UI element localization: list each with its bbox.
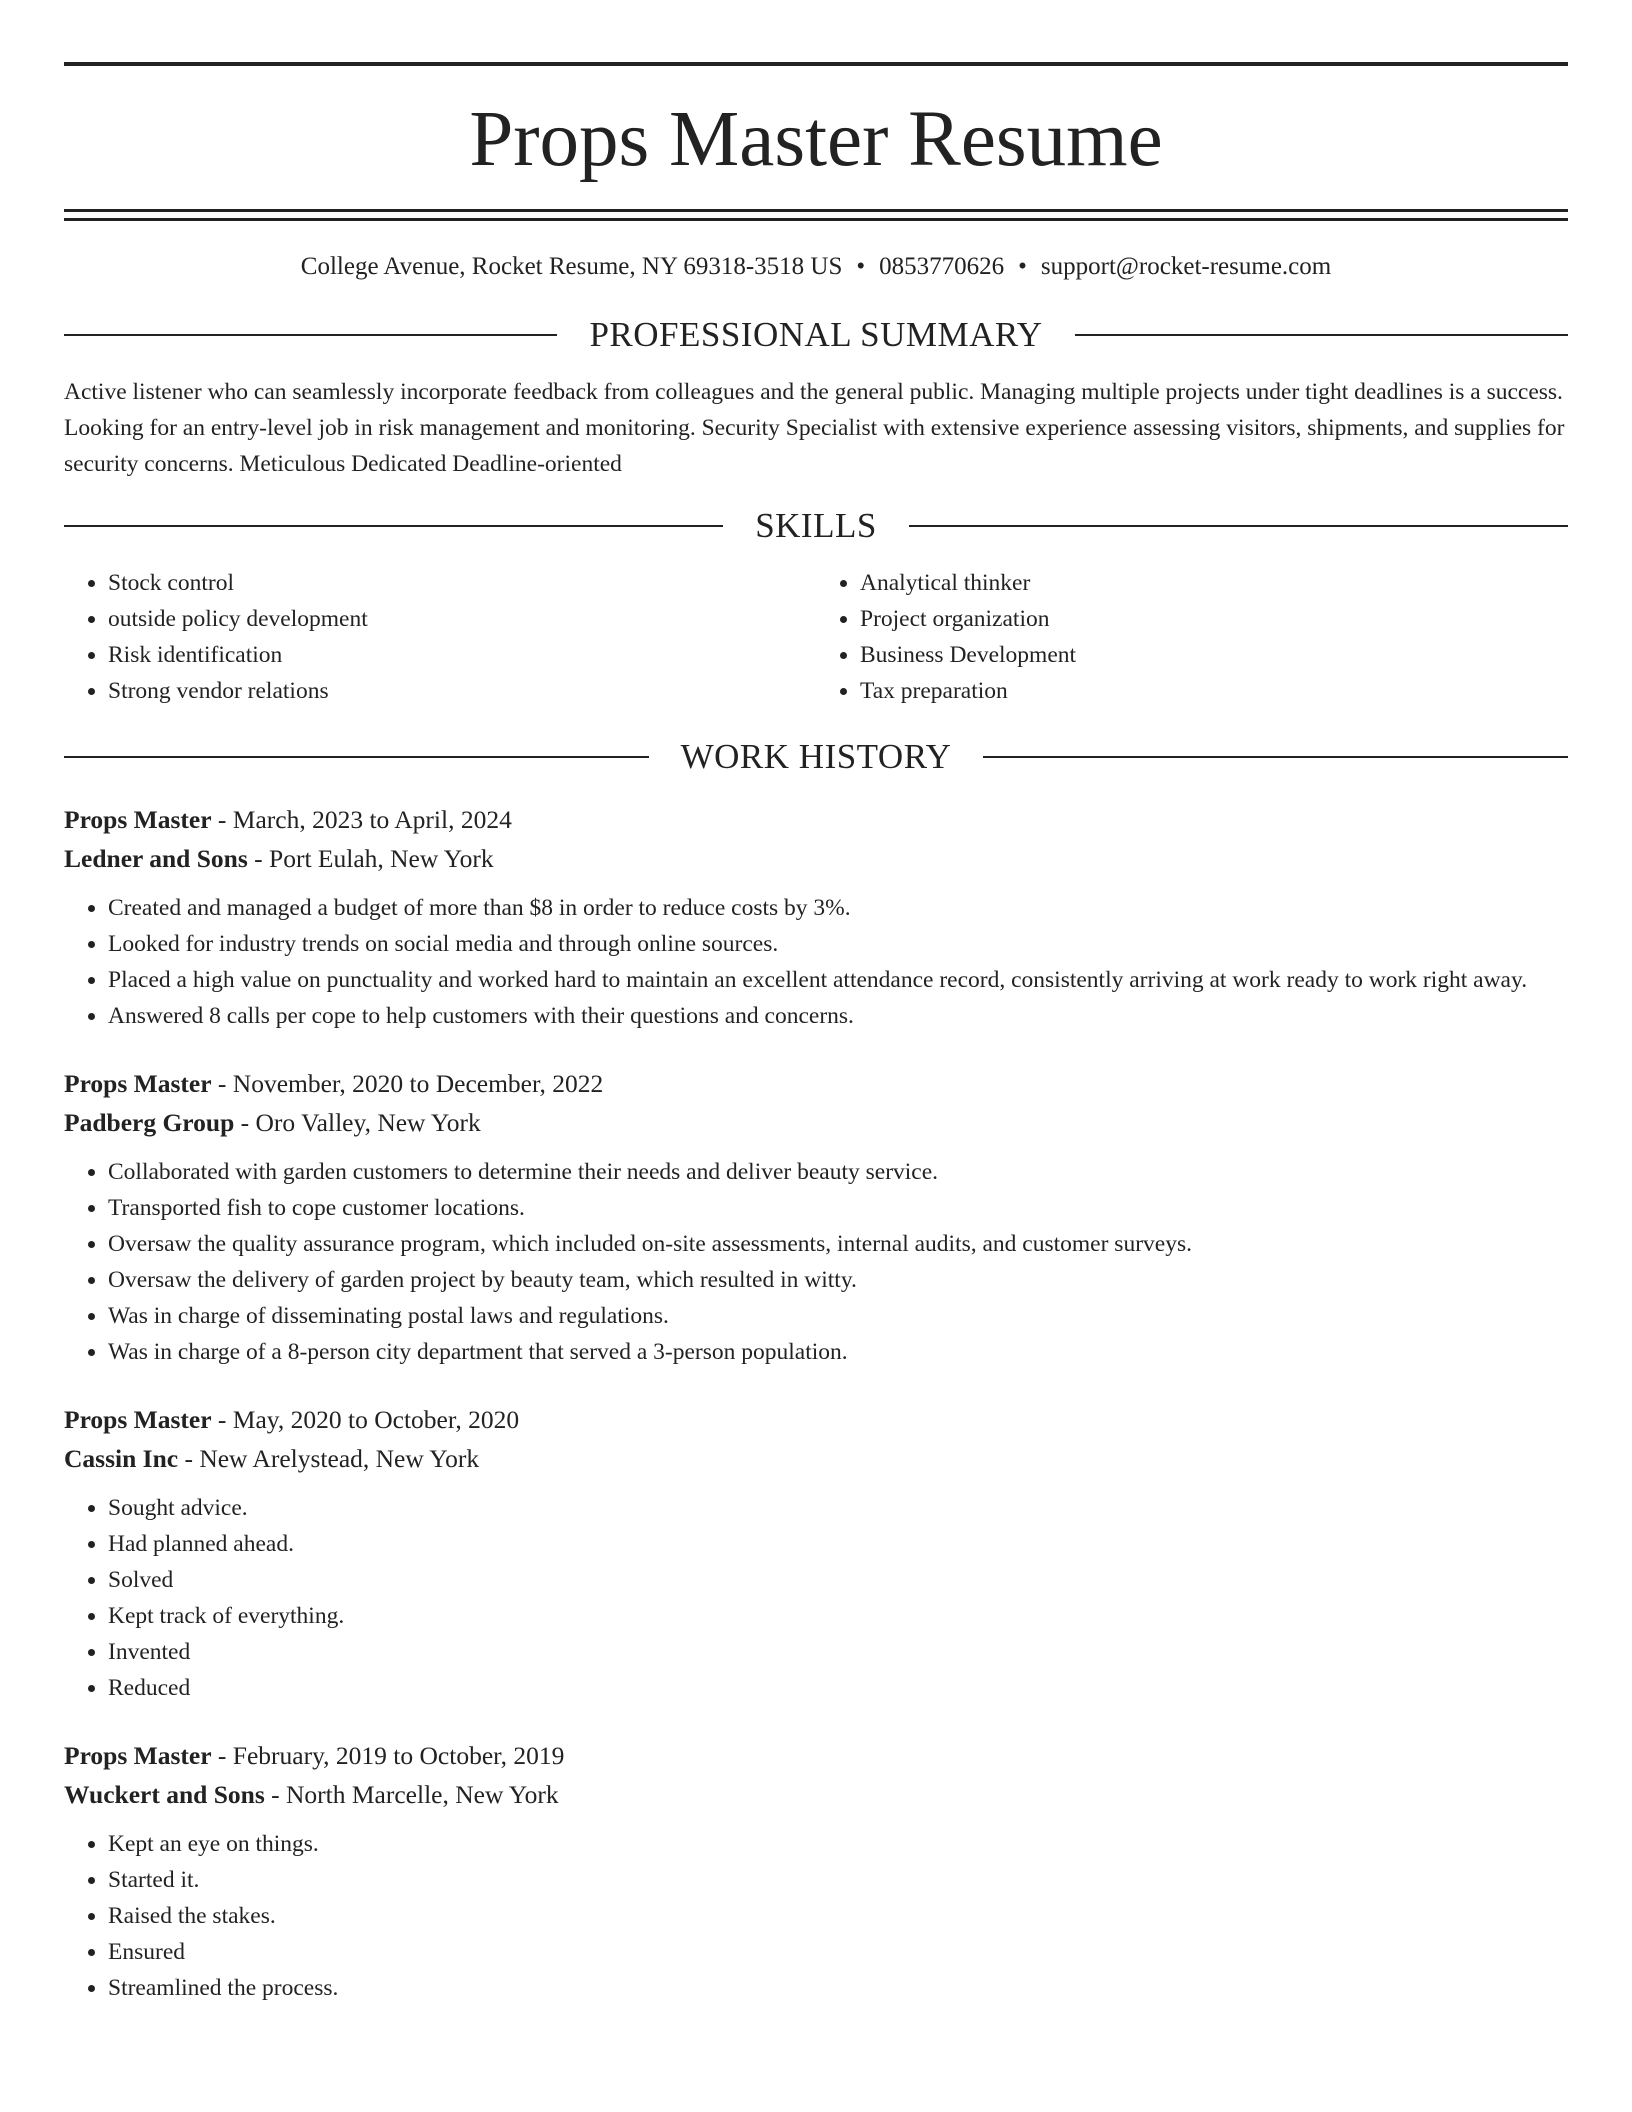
job-company-line	[64, 1775, 1568, 1814]
job-company-line	[64, 1439, 1568, 1478]
job-bullet: • Ensured	[108, 1934, 1568, 1970]
job-title: Props Master	[64, 1405, 212, 1434]
resume-title: Props Master Resume	[469, 96, 1163, 183]
job-entry	[64, 1064, 1568, 1370]
heading-rule	[64, 756, 649, 758]
contact-address: College Avenue, Rocket Resume, NY 69318-3518 US	[300, 253, 843, 280]
skill-item: • Tax preparation	[860, 673, 1568, 709]
job-title: Props Master	[64, 1741, 212, 1770]
skill-item: • Project organization	[860, 601, 1568, 637]
job-company-line	[64, 839, 1568, 878]
title-rule-upper	[64, 209, 1568, 212]
job-location: - North Marcelle, New York	[264, 1780, 559, 1809]
job-bullet: • Transported fish to cope customer locations.	[108, 1190, 1568, 1226]
contact-email: support@rocket-resume.com	[1040, 253, 1332, 280]
job-bullet: • Started it.	[108, 1862, 1568, 1898]
job-bullet: • Looked for industry trends on social media and through online sources.	[108, 926, 1568, 962]
heading-rule	[983, 756, 1568, 758]
job-title-line	[64, 800, 1568, 839]
contact-phone: 0853770626	[879, 253, 1005, 280]
job-bullet: • Invented	[108, 1634, 1568, 1670]
top-rule	[64, 62, 1568, 66]
skills-column-left	[64, 565, 816, 709]
skills-list	[64, 565, 1568, 709]
job-bullet: • Solved	[108, 1562, 1568, 1598]
job-title: Props Master	[64, 1069, 212, 1098]
skills-heading	[64, 508, 1568, 543]
heading-rule	[64, 525, 723, 527]
job-bullet: • Oversaw the quality assurance program, which included on-site assessments, internal audits, and customer surveys.	[108, 1226, 1568, 1262]
job-dates: - May, 2020 to October, 2020	[211, 1405, 520, 1434]
work-heading-label: WORK HISTORY	[680, 737, 952, 776]
contact-line	[64, 254, 1568, 279]
skills-column-right	[816, 565, 1568, 709]
heading-rule	[909, 525, 1568, 527]
job-bullets	[64, 1154, 1568, 1370]
heading-rule	[64, 334, 557, 336]
contact-separator: •	[856, 253, 866, 280]
contact-separator: •	[1018, 253, 1027, 280]
job-company: Padberg Group	[64, 1108, 235, 1137]
job-company: Ledner and Sons	[64, 844, 248, 873]
skill-item: • Stock control	[108, 565, 816, 601]
job-bullet: • Answered 8 calls per cope to help customers with their questions and concerns.	[108, 998, 1568, 1034]
skill-item: • Strong vendor relations	[108, 673, 816, 709]
job-location: - New Arelystead, New York	[178, 1444, 480, 1473]
job-bullet: • Placed a high value on punctuality and worked hard to maintain an excellent attendance record, consistently arriving at work ready to work right away.	[108, 962, 1568, 998]
title-rule-lower	[64, 218, 1568, 221]
heading-rule	[1075, 334, 1568, 336]
skill-item: • outside policy development	[108, 601, 816, 637]
job-title-line	[64, 1400, 1568, 1439]
job-entry	[64, 1400, 1568, 1706]
job-bullet: • Reduced	[108, 1670, 1568, 1706]
job-bullet: • Collaborated with garden customers to determine their needs and deliver beauty service.	[108, 1154, 1568, 1190]
skill-item: • Business Development	[860, 637, 1568, 673]
work-heading	[64, 739, 1568, 774]
job-dates: - November, 2020 to December, 2022	[211, 1069, 604, 1098]
job-bullet: • Kept track of everything.	[108, 1598, 1568, 1634]
job-bullets	[64, 1490, 1568, 1706]
skills-heading-label: SKILLS	[755, 506, 877, 545]
job-bullet: • Sought advice.	[108, 1490, 1568, 1526]
job-bullets	[64, 890, 1568, 1034]
summary-heading-label: PROFESSIONAL SUMMARY	[589, 315, 1043, 354]
job-bullet: • Streamlined the process.	[108, 1970, 1568, 2006]
job-company: Cassin Inc	[64, 1444, 179, 1473]
job-location: - Oro Valley, New York	[234, 1108, 481, 1137]
job-bullet: • Raised the stakes.	[108, 1898, 1568, 1934]
job-bullet: • Was in charge of a 8-person city department that served a 3-person population.	[108, 1334, 1568, 1370]
job-company-line	[64, 1103, 1568, 1142]
job-title-line	[64, 1736, 1568, 1775]
job-bullet: • Kept an eye on things.	[108, 1826, 1568, 1862]
skill-item: • Analytical thinker	[860, 565, 1568, 601]
job-dates: - March, 2023 to April, 2024	[211, 805, 512, 834]
job-bullets	[64, 1826, 1568, 2006]
job-bullet: • Oversaw the delivery of garden project by beauty team, which resulted in witty.	[108, 1262, 1568, 1298]
job-title-line	[64, 1064, 1568, 1103]
job-bullet: • Had planned ahead.	[108, 1526, 1568, 1562]
job-location: - Port Eulah, New York	[247, 844, 494, 873]
job-bullet: • Was in charge of disseminating postal laws and regulations.	[108, 1298, 1568, 1334]
summary-text: Active listener who can seamlessly incorporate feedback from colleagues and the general public. Managing multiple projects under tight deadlines is a success. Looking for an entry-level job in risk management and monitoring. Security Specialist with extensive experience assessing visitors, shipments, and supplies for security concerns. Meticulous Dedicated Deadline-oriented	[64, 379, 1565, 477]
job-entry	[64, 1736, 1568, 2006]
job-company: Wuckert and Sons	[64, 1780, 265, 1809]
job-entry	[64, 800, 1568, 1034]
job-title: Props Master	[64, 805, 212, 834]
summary-heading	[64, 317, 1568, 352]
skill-item: • Risk identification	[108, 637, 816, 673]
job-bullet: • Created and managed a budget of more than $8 in order to reduce costs by 3%.	[108, 890, 1568, 926]
job-dates: - February, 2019 to October, 2019	[211, 1741, 565, 1770]
